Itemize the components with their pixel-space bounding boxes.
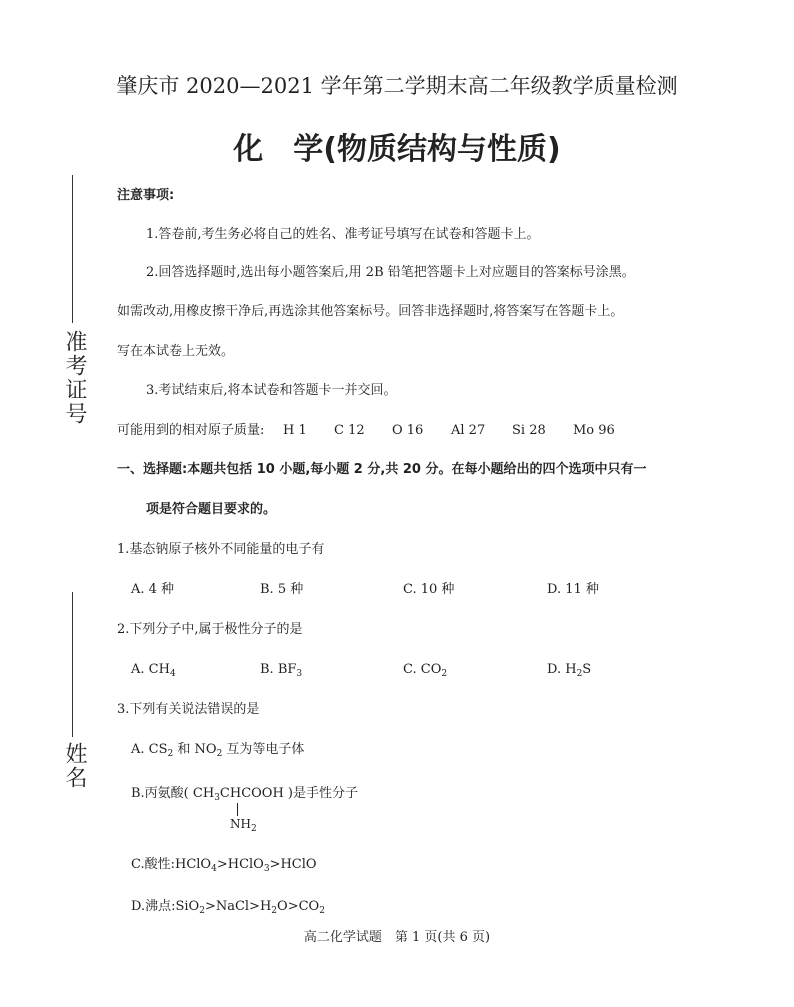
note-item-2-line2: 如需改动,用橡皮擦干净后,再选涂其他答案标号。回答非选择题时,将答案写在答题卡上。 bbox=[117, 304, 624, 319]
note-item-1: 1.答卷前,考生务必将自己的姓名、准考证号填写在试卷和答题卡上。 bbox=[146, 227, 540, 242]
question-3-option-b: B.丙氨酸( $CH_3CHCOOH$ )是手性分子 bbox=[131, 786, 359, 803]
notes-heading: 注意事项: bbox=[117, 188, 175, 203]
atomic-mass-mo: Mo 96 bbox=[573, 423, 615, 438]
question-1-option-b: B. 5 种 bbox=[260, 582, 304, 597]
exam-number-label: 准考证号 bbox=[62, 330, 87, 426]
atomic-mass-h: H 1 bbox=[283, 423, 307, 438]
name-line bbox=[72, 592, 73, 737]
note-item-2-line3: 写在本试卷上无效。 bbox=[117, 344, 235, 359]
atomic-mass-si: Si 28 bbox=[512, 423, 546, 438]
name-label: 姓名 bbox=[62, 742, 87, 790]
question-2-option-a: A. $CH_4$ bbox=[131, 662, 176, 679]
subject-title: 化 学(物质结构与性质) bbox=[233, 132, 561, 167]
note-item-2-line1: 2.回答选择题时,选出每小题答案后,用 2B 铅笔把答题卡上对应题目的答案标号涂黑。 bbox=[146, 265, 635, 280]
page-footer: 高二化学试题 第 1 页(共 6 页) bbox=[303, 930, 491, 945]
question-3-stem: 3.下列有关说法错误的是 bbox=[117, 702, 260, 717]
question-2-stem: 2.下列分子中,属于极性分子的是 bbox=[117, 622, 303, 637]
note-item-3: 3.考试结束后,将本试卷和答题卡一并交回。 bbox=[146, 383, 397, 398]
question-3-option-c: C.酸性:HClO$_4$>HClO$_3$>HClO bbox=[131, 857, 317, 874]
atomic-mass-c: C 12 bbox=[334, 423, 365, 438]
page-title: 肇庆市 2020—2021 学年第二学期末高二年级教学质量检测 bbox=[116, 74, 678, 98]
question-1-option-c: C. 10 种 bbox=[403, 582, 455, 597]
question-3-option-a: A. $CS_2$ 和 $NO_2$ 互为等电子体 bbox=[131, 742, 305, 759]
question-3-option-d: D.沸点$:SiO_2>NaCl>H_2O>CO_2$ bbox=[131, 899, 325, 916]
question-2-option-d: D. $H_2S$ bbox=[547, 662, 592, 679]
alanine-nh2-group: $NH_2$ bbox=[230, 817, 257, 834]
exam-number-line bbox=[72, 175, 73, 323]
section-heading-line1: 一、选择题:本题共包括 10 小题,每小题 2 分,共 20 分。在每小题给出的四个选项中只有一 bbox=[117, 462, 647, 477]
atomic-mass-al: Al 27 bbox=[451, 423, 486, 438]
question-1-option-a: A. 4 种 bbox=[131, 582, 175, 597]
atomic-mass-o: O 16 bbox=[392, 423, 424, 438]
question-1-option-d: D. 11 种 bbox=[547, 582, 599, 597]
section-heading-line2: 项是符合题目要求的。 bbox=[146, 502, 277, 517]
question-1-stem: 1.基态钠原子核外不同能量的电子有 bbox=[117, 542, 325, 557]
atomic-mass-label: 可能用到的相对原子质量: bbox=[117, 423, 265, 438]
question-2-option-c: C. $CO_2$ bbox=[403, 662, 448, 679]
question-2-option-b: B. $BF_3$ bbox=[260, 662, 303, 679]
